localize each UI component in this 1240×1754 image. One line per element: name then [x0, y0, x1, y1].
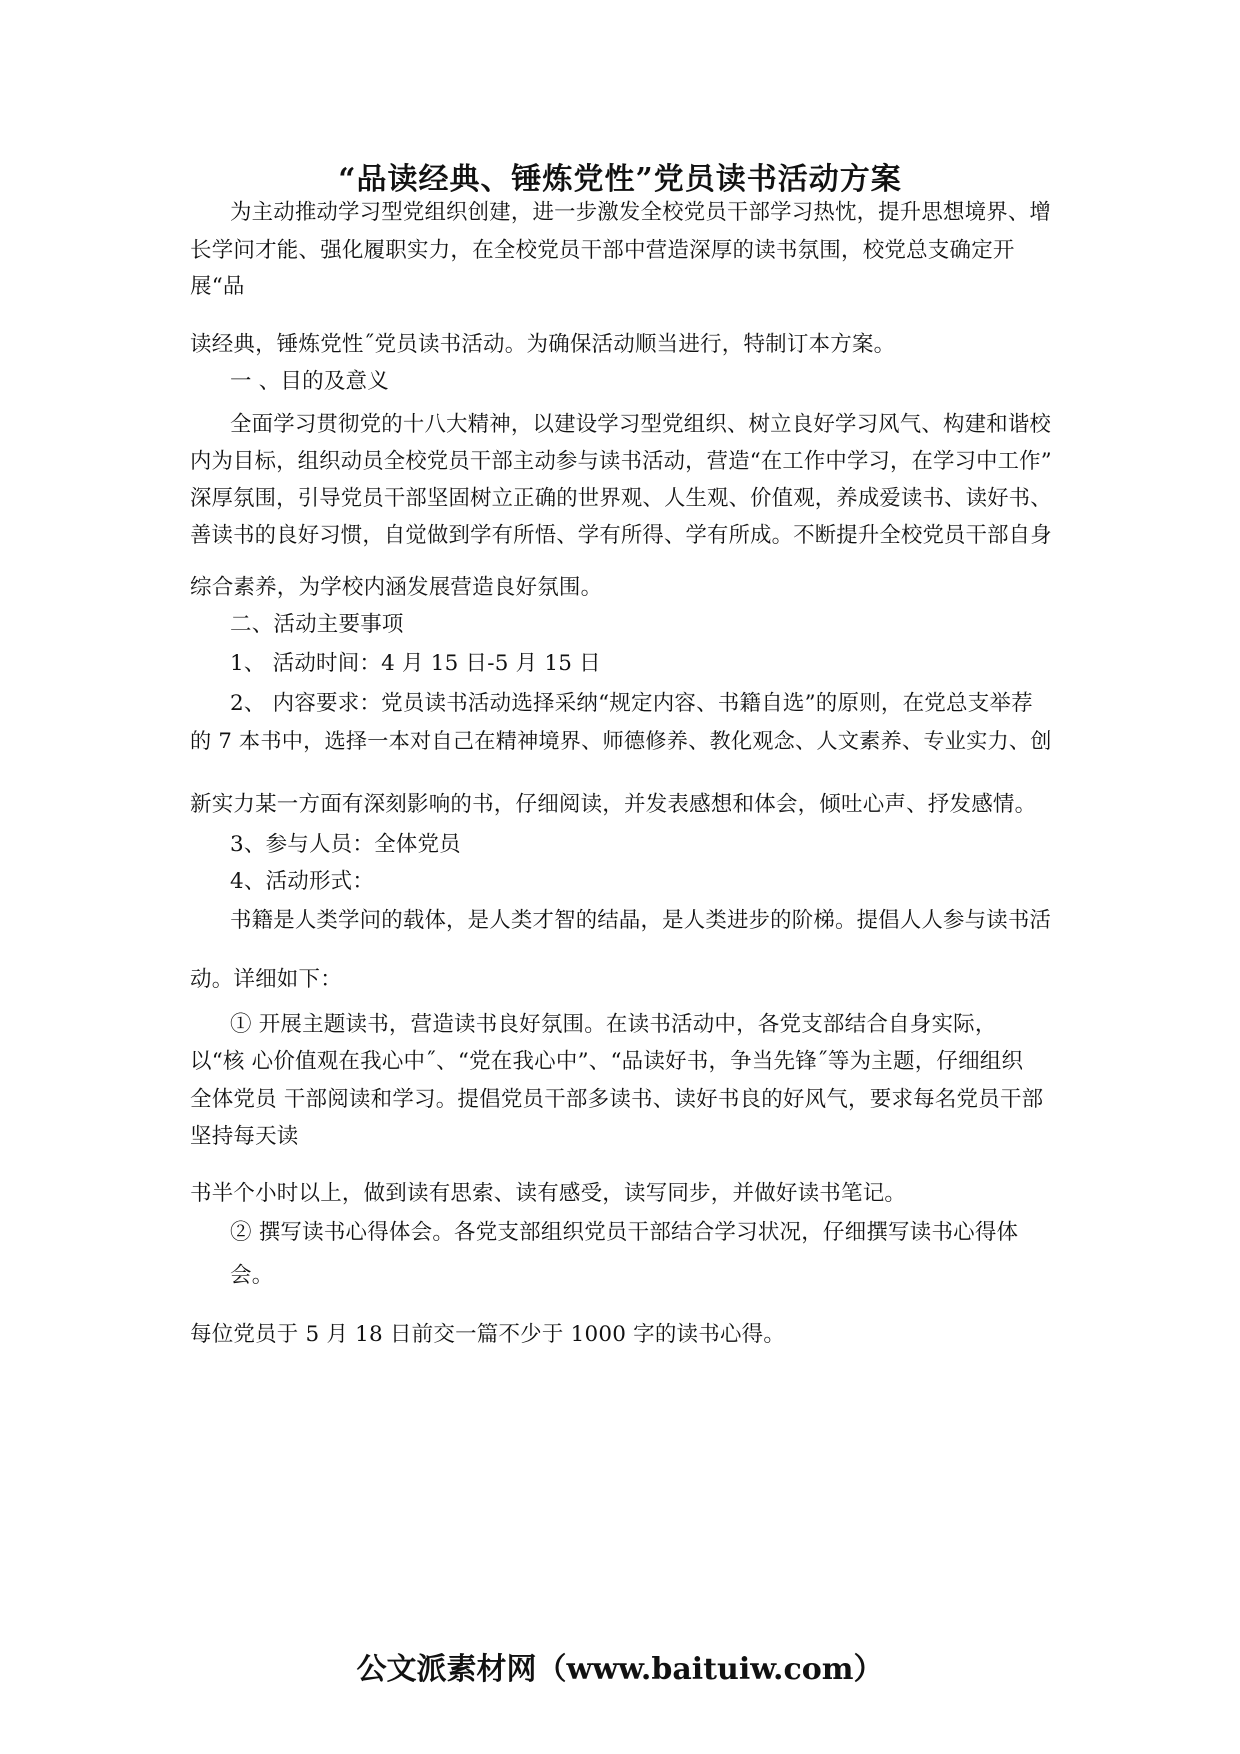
section-heading: 二、活动主要事项	[230, 612, 404, 637]
paragraph-line: 为主动推动学习型党组织创建，进一步激发全校党员干部学习热忱，提升思想境界、增	[230, 200, 1052, 225]
paragraph-line: 读经典，锤炼党性˝党员读书活动。为确保活动顺当进行，特制订本方案。	[190, 332, 896, 357]
list-item: 1、 活动时间：4 月 15 日-5 月 15 日	[230, 651, 601, 676]
paragraph-line: 坚持每天读	[190, 1124, 299, 1149]
paragraph-line: 全面学习贯彻党的十八大精神，以建设学习型党组织、树立良好学习风气、构建和谐校	[230, 412, 1052, 437]
list-item: 2、 内容要求：党员读书活动选择采纳“规定内容、书籍自选”的原则，在党总支举荐	[230, 691, 1033, 716]
paragraph-line: 动。详细如下：	[190, 967, 342, 992]
document-title: “品读经典、锤炼党性”党员读书活动方案	[338, 162, 902, 197]
list-item: 4、活动形式：	[230, 869, 375, 894]
paragraph-line: 的 7 本书中，选择一本对自己在精神境界、师德修养、教化观念、人文素养、专业实力、创	[190, 728, 1052, 753]
paragraph-line: 书籍是人类学问的载体，是人类才智的结晶，是人类进步的阶梯。提倡人人参与读书活	[230, 908, 1052, 933]
paragraph-line: 每位党员于 5 月 18 日前交一篇不少于 1000 字的读书心得。	[190, 1322, 786, 1347]
section-heading: 一 、目的及意义	[230, 369, 389, 394]
paragraph-line: 会。	[230, 1263, 274, 1288]
paragraph-line: 综合素养，为学校内涵发展营造良好氛围。	[190, 575, 603, 600]
paragraph-line: 长学问才能、强化履职实力，在全校党员干部中营造深厚的读书氛围，校党总支确定开	[190, 238, 1015, 263]
paragraph-line: ① 开展主题读书，营造读书良好氛围。在读书活动中，各党支部结合自身实际，	[230, 1012, 997, 1037]
paragraph-line: ② 撰写读书心得体会。各党支部组织党员干部结合学习状况，仔细撰写读书心得体	[230, 1220, 1019, 1245]
paragraph-line: 以“核 心价值观在我心中˝、“党在我心中”、“品读好书，争当先锋˝等为主题，仔细组织	[190, 1049, 1024, 1074]
paragraph-line: 展“品	[190, 274, 245, 299]
paragraph-line: 新实力某一方面有深刻影响的书，仔细阅读，并发表感想和体会，倾吐心声、抒发感情。	[190, 792, 1037, 817]
footer-watermark: 公文派素材网（www.baituiw.com）	[356, 1652, 884, 1687]
paragraph-line: 善读书的良好习惯，自觉做到学有所悟、学有所得、学有所成。不断提升全校党员干部自身	[190, 523, 1052, 548]
paragraph-line: 书半个小时以上，做到读有思索、读有感受，读写同步，并做好读书笔记。	[190, 1181, 907, 1206]
list-item: 3、参与人员：全体党员	[230, 832, 461, 857]
paragraph-line: 内为目标，组织动员全校党员干部主动参与读书活动，营造“在工作中学习，在学习中工作”	[190, 449, 1052, 474]
paragraph-line: 全体党员 干部阅读和学习。提倡党员干部多读书、读好书良的好风气，要求每名党员干部	[190, 1087, 1044, 1112]
paragraph-line: 深厚氛围，引导党员干部坚固树立正确的世界观、人生观、价值观，养成爱读书、读好书、	[190, 486, 1052, 511]
